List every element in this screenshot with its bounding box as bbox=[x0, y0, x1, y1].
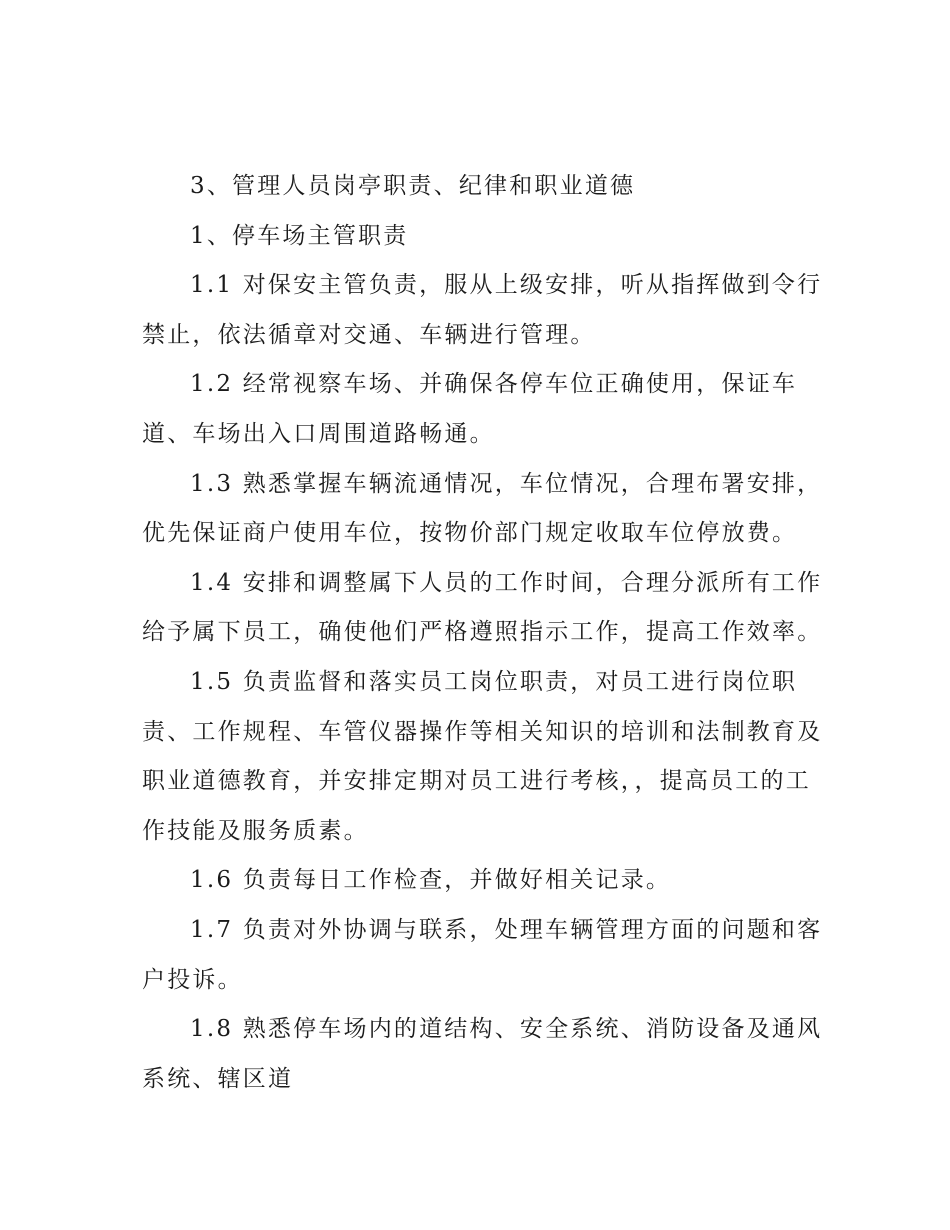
paragraph-1-3: 1.3 熟悉掌握车辆流通情况，车位情况，合理布署安排，优先保证商户使用车位，按物价部门规定收取车位停放费。 bbox=[142, 470, 823, 547]
document-body bbox=[142, 162, 832, 1104]
paragraph-1-4: 1.4 安排和调整属下人员的工作时间，合理分派所有工作给予属下员工，确使他们严格遵照指示工作，提高工作效率。 bbox=[142, 569, 823, 646]
paragraph-1-5: 1.5 负责监督和落实员工岗位职责，对员工进行岗位职责、工作规程、车管仪器操作等相关知识的培训和法制教育及职业道德教育，并安排定期对员工进行考核，，提高员工的工作技能及服务质素。 bbox=[142, 668, 823, 844]
paragraph-1-7: 1.7 负责对外协调与联系，处理车辆管理方面的问题和客户投诉。 bbox=[142, 916, 823, 993]
paragraph-1-8: 1.8 熟悉停车场内的道结构、安全系统、消防设备及通风系统、辖区道 bbox=[142, 1016, 823, 1092]
subsection-heading: 1、停车场主管职责 bbox=[190, 222, 409, 249]
paragraph-1-1: 1.1 对保安主管负责，服从上级安排，听从指挥做到令行禁止，依法循章对交通、车辆进行管理。 bbox=[142, 272, 823, 348]
paragraph-1-2: 1.2 经常视察车场、并确保各停车位正确使用，保证车道、车场出入口周围道路畅通。 bbox=[142, 371, 798, 447]
section-heading: 3、管理人员岗亭职责、纪律和职业道德 bbox=[190, 173, 636, 199]
paragraph-1-6: 1.6 负责每日工作检查，并做好相关记录。 bbox=[190, 867, 672, 894]
